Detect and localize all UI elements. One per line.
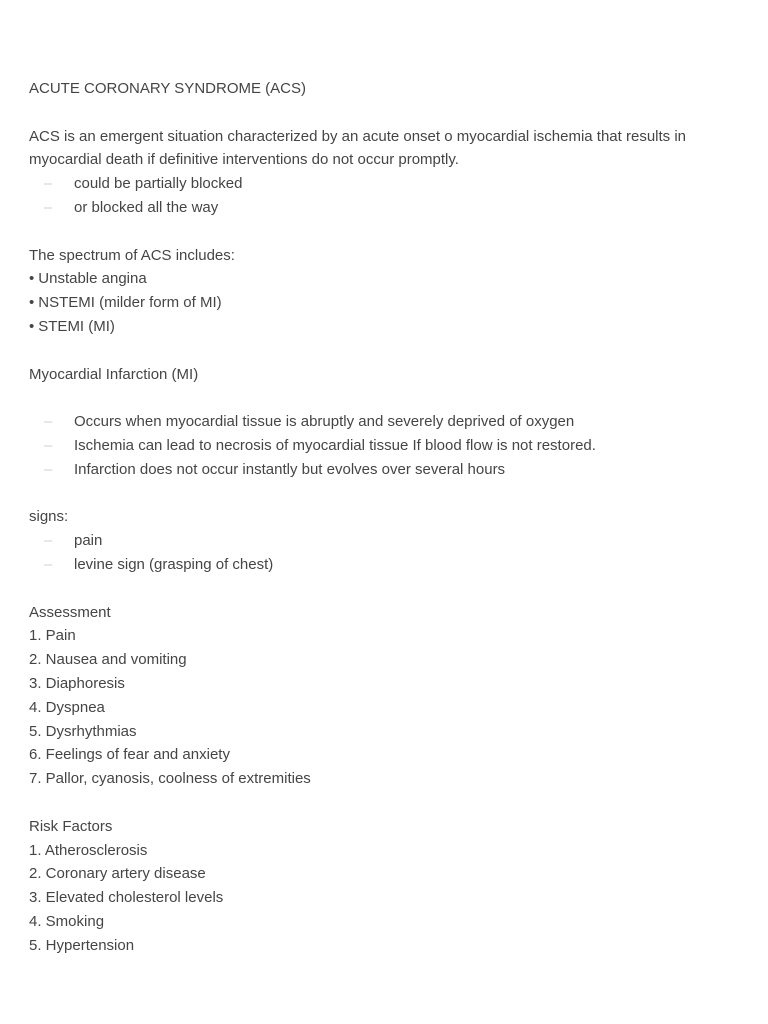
spacer (29, 101, 739, 125)
list-item-text: STEMI (MI) (38, 317, 115, 335)
risk-heading: Risk Factors (29, 817, 113, 835)
signs-heading: signs: (29, 508, 69, 526)
dash-marker: – (44, 198, 53, 216)
list-item-text: or blocked all the way (74, 198, 219, 216)
list-item: 1. Atherosclerosis (29, 841, 148, 859)
list-item (29, 291, 739, 315)
list-item-text: could be partially blocked (74, 175, 243, 193)
list-item: 5. Hypertension (29, 936, 135, 954)
list-item: 2. Coronary artery disease (29, 865, 206, 883)
spacer (29, 482, 739, 506)
list-item (29, 434, 739, 458)
list-item-text: Ischemia can lead to necrosis of myocardial tissue If blood flow is not restored. (74, 436, 596, 454)
list-item: 2. Nausea and vomiting (29, 651, 187, 669)
list-item (29, 196, 739, 220)
spacer (29, 577, 739, 601)
list-item: 4. Dyspnea (29, 698, 105, 716)
list-item: 5. Dysrhythmias (29, 722, 137, 740)
list-item (29, 458, 739, 482)
bullet-marker: • (29, 270, 35, 288)
list-item (29, 267, 739, 291)
bullet-marker: • (29, 294, 35, 312)
assessment-heading: Assessment (29, 603, 111, 621)
list-item-text: pain (74, 532, 103, 550)
list-item: 4. Smoking (29, 912, 105, 930)
list-item-text: Occurs when myocardial tissue is abruptly and severely deprived of oxygen (74, 413, 575, 431)
dash-marker: – (44, 555, 53, 573)
bullet-marker: • (29, 317, 35, 335)
dash-marker: – (44, 436, 53, 454)
spacer (29, 791, 739, 815)
list-item-text: Infarction does not occur instantly but evolves over several hours (74, 460, 506, 478)
list-item (29, 529, 739, 553)
note-title: ACUTE CORONARY SYNDROME (ACS) (29, 80, 306, 97)
dash-marker: – (44, 460, 53, 478)
list-item: 7. Pallor, cyanosis, coolness of extremities (29, 770, 311, 788)
spacer (29, 220, 739, 244)
list-item: 3. Elevated cholesterol levels (29, 889, 224, 907)
spectrum-heading: The spectrum of ACS includes: (29, 246, 235, 264)
list-item: 6. Feelings of fear and anxiety (29, 746, 230, 764)
list-item (29, 172, 739, 196)
spacer (29, 339, 739, 363)
list-item-text: NSTEMI (milder form of MI) (38, 294, 222, 312)
mi-heading: Myocardial Infarction (MI) (29, 365, 199, 383)
list-item (29, 410, 739, 434)
list-item-text: Unstable angina (38, 270, 147, 288)
spacer (29, 386, 739, 410)
list-item-text: levine sign (grasping of chest) (74, 555, 274, 573)
list-item (29, 315, 739, 339)
list-item: 3. Diaphoresis (29, 674, 125, 692)
dash-marker: – (44, 175, 53, 193)
list-item (29, 553, 739, 577)
note-body (29, 77, 739, 957)
dash-marker: – (44, 532, 53, 550)
intro-paragraph: ACS is an emergent situation characterized by an acute onset o myocardial ischemia that results in myocardial death if definitive interventions do not occur promptly. (29, 127, 691, 169)
dash-marker: – (44, 413, 53, 431)
list-item: 1. Pain (29, 627, 76, 645)
